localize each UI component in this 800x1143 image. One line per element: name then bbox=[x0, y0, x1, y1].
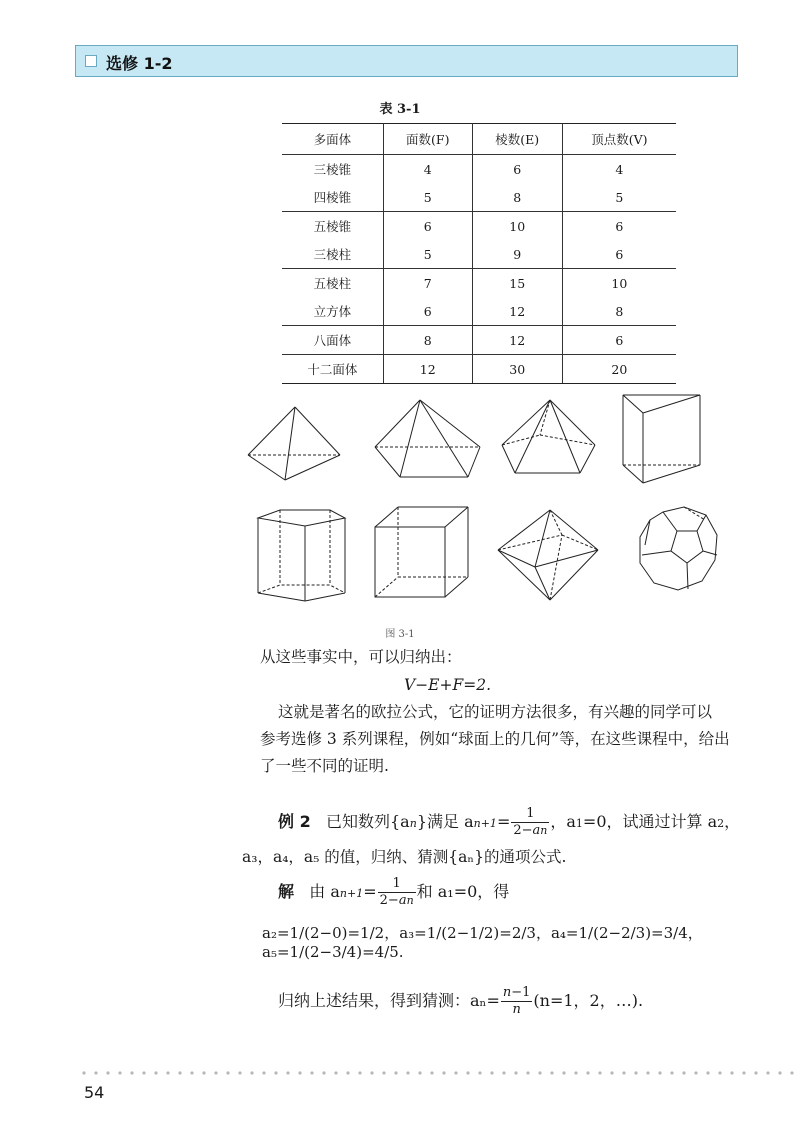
general-term-fraction: $\frac{n-1}{n}$ bbox=[502, 985, 531, 1017]
computed-terms: a₂=1/(2−0)=1/2，a₃=1/(2−1/2)=2/3，a₄=1/(2−2/3)=3/4，a₅=1/(2−3/4)=4/5. bbox=[262, 924, 703, 961]
table-cell: 八面体 bbox=[282, 326, 383, 355]
recurrence-fraction: $\frac{1}{2-an}$ bbox=[513, 806, 548, 838]
table-cell: 4 bbox=[383, 155, 472, 184]
table-cell: 10 bbox=[562, 269, 676, 298]
solution-line: 解 由 an+1= $\frac{1}{2-an}$ 和 a₁=0，得 bbox=[278, 876, 510, 908]
table-cell: 6 bbox=[383, 212, 472, 241]
pentagonal-prism-figure bbox=[258, 510, 345, 601]
table-cell: 20 bbox=[562, 355, 676, 384]
table-cell: 三棱锥 bbox=[282, 155, 383, 184]
solution-text: 由 a bbox=[309, 882, 340, 901]
column-header: 多面体 bbox=[282, 124, 383, 155]
table-row bbox=[282, 240, 676, 269]
table-cell: 五棱柱 bbox=[282, 269, 383, 298]
table-cell: 15 bbox=[472, 269, 562, 298]
table-cell: 10 bbox=[472, 212, 562, 241]
example-2-statement-line2: a₃，a₄，a₅ 的值，归纳、猜测{aₙ}的通项公式. bbox=[242, 848, 567, 866]
conclusion-text: 归纳上述结果，得到猜测：aₙ= bbox=[278, 991, 500, 1010]
euler-paragraph-line: 参考选修 3 系列课程，例如“球面上的几何”等，在这些课程中，给出 bbox=[260, 730, 730, 748]
table-cell: 5 bbox=[383, 240, 472, 269]
footer-dotted-divider bbox=[78, 1071, 798, 1075]
conclusion-tail: (n=1，2，…). bbox=[533, 991, 644, 1010]
table-cell: 6 bbox=[562, 212, 676, 241]
table-row bbox=[282, 183, 676, 212]
table-cell: 9 bbox=[472, 240, 562, 269]
table-row bbox=[282, 297, 676, 326]
table-header-row bbox=[282, 124, 676, 155]
table-cell: 6 bbox=[562, 240, 676, 269]
dodecahedron-figure bbox=[640, 507, 717, 590]
table-cell: 7 bbox=[383, 269, 472, 298]
table-cell: 4 bbox=[562, 155, 676, 184]
table-cell: 三棱柱 bbox=[282, 240, 383, 269]
conclusion-line bbox=[278, 985, 643, 1018]
table-row bbox=[282, 326, 676, 355]
square-pyramid-figure bbox=[375, 400, 480, 477]
example-text: 已知数列{a bbox=[325, 812, 410, 831]
polyhedra-figures bbox=[240, 385, 720, 610]
cube-figure bbox=[375, 507, 468, 597]
table-cell: 五棱锥 bbox=[282, 212, 383, 241]
table-cell: 8 bbox=[383, 326, 472, 355]
table-row bbox=[282, 212, 676, 241]
table-cell: 5 bbox=[562, 183, 676, 212]
example-text: ，a bbox=[550, 812, 576, 831]
figure-caption: 图 3-1 bbox=[385, 629, 415, 640]
page-number: 54 bbox=[84, 1083, 105, 1102]
table-cell: 6 bbox=[472, 155, 562, 184]
table-cell: 立方体 bbox=[282, 297, 383, 326]
table-cell: 12 bbox=[472, 297, 562, 326]
table-row bbox=[282, 155, 676, 184]
solution-text: 和 a₁=0，得 bbox=[416, 882, 510, 901]
solution-label: 解 bbox=[278, 882, 295, 901]
pentagonal-pyramid-figure bbox=[502, 400, 595, 473]
column-header: 面数(F) bbox=[383, 124, 472, 155]
example-text: =0，试通过计算 a bbox=[582, 812, 718, 831]
header-title: 选修 1-2 bbox=[106, 54, 173, 73]
table-cell: 8 bbox=[562, 297, 676, 326]
table-cell: 5 bbox=[383, 183, 472, 212]
solution-fraction: $\frac{1}{2-an}$ bbox=[379, 876, 414, 908]
euler-paragraph-line: 了一些不同的证明. bbox=[260, 757, 389, 775]
example-label: 例 2 bbox=[278, 812, 311, 831]
table-cell: 6 bbox=[383, 297, 472, 326]
table-cell: 6 bbox=[562, 326, 676, 355]
example-text: }满足 a bbox=[416, 812, 474, 831]
table-caption: 表 3-1 bbox=[379, 102, 421, 117]
table-cell: 30 bbox=[472, 355, 562, 384]
table-row bbox=[282, 269, 676, 298]
example-2-statement: 例 2 已知数列{an}满足 an+1= $\frac{1}{2-an}$ ，a1=0，试通过计算 a2， bbox=[278, 806, 741, 838]
header-bar bbox=[75, 45, 738, 77]
octahedron-figure bbox=[498, 510, 598, 600]
header-square-icon bbox=[85, 55, 97, 67]
column-header: 顶点数(V) bbox=[562, 124, 676, 155]
polyhedra-table bbox=[282, 123, 676, 384]
table-row bbox=[282, 355, 676, 384]
table-cell: 8 bbox=[472, 183, 562, 212]
euler-formula: V−E+F=2. bbox=[404, 676, 492, 694]
triangular-prism-figure bbox=[623, 395, 700, 483]
column-header: 棱数(E) bbox=[472, 124, 562, 155]
triangular-pyramid-figure bbox=[248, 407, 340, 480]
table-cell: 12 bbox=[472, 326, 562, 355]
euler-paragraph-line: 这就是著名的欧拉公式，它的证明方法很多，有兴趣的同学可以 bbox=[278, 703, 713, 721]
table-cell: 十二面体 bbox=[282, 355, 383, 384]
table-cell: 四棱锥 bbox=[282, 183, 383, 212]
induction-intro: 从这些事实中，可以归纳出： bbox=[260, 648, 462, 666]
table-cell: 12 bbox=[383, 355, 472, 384]
